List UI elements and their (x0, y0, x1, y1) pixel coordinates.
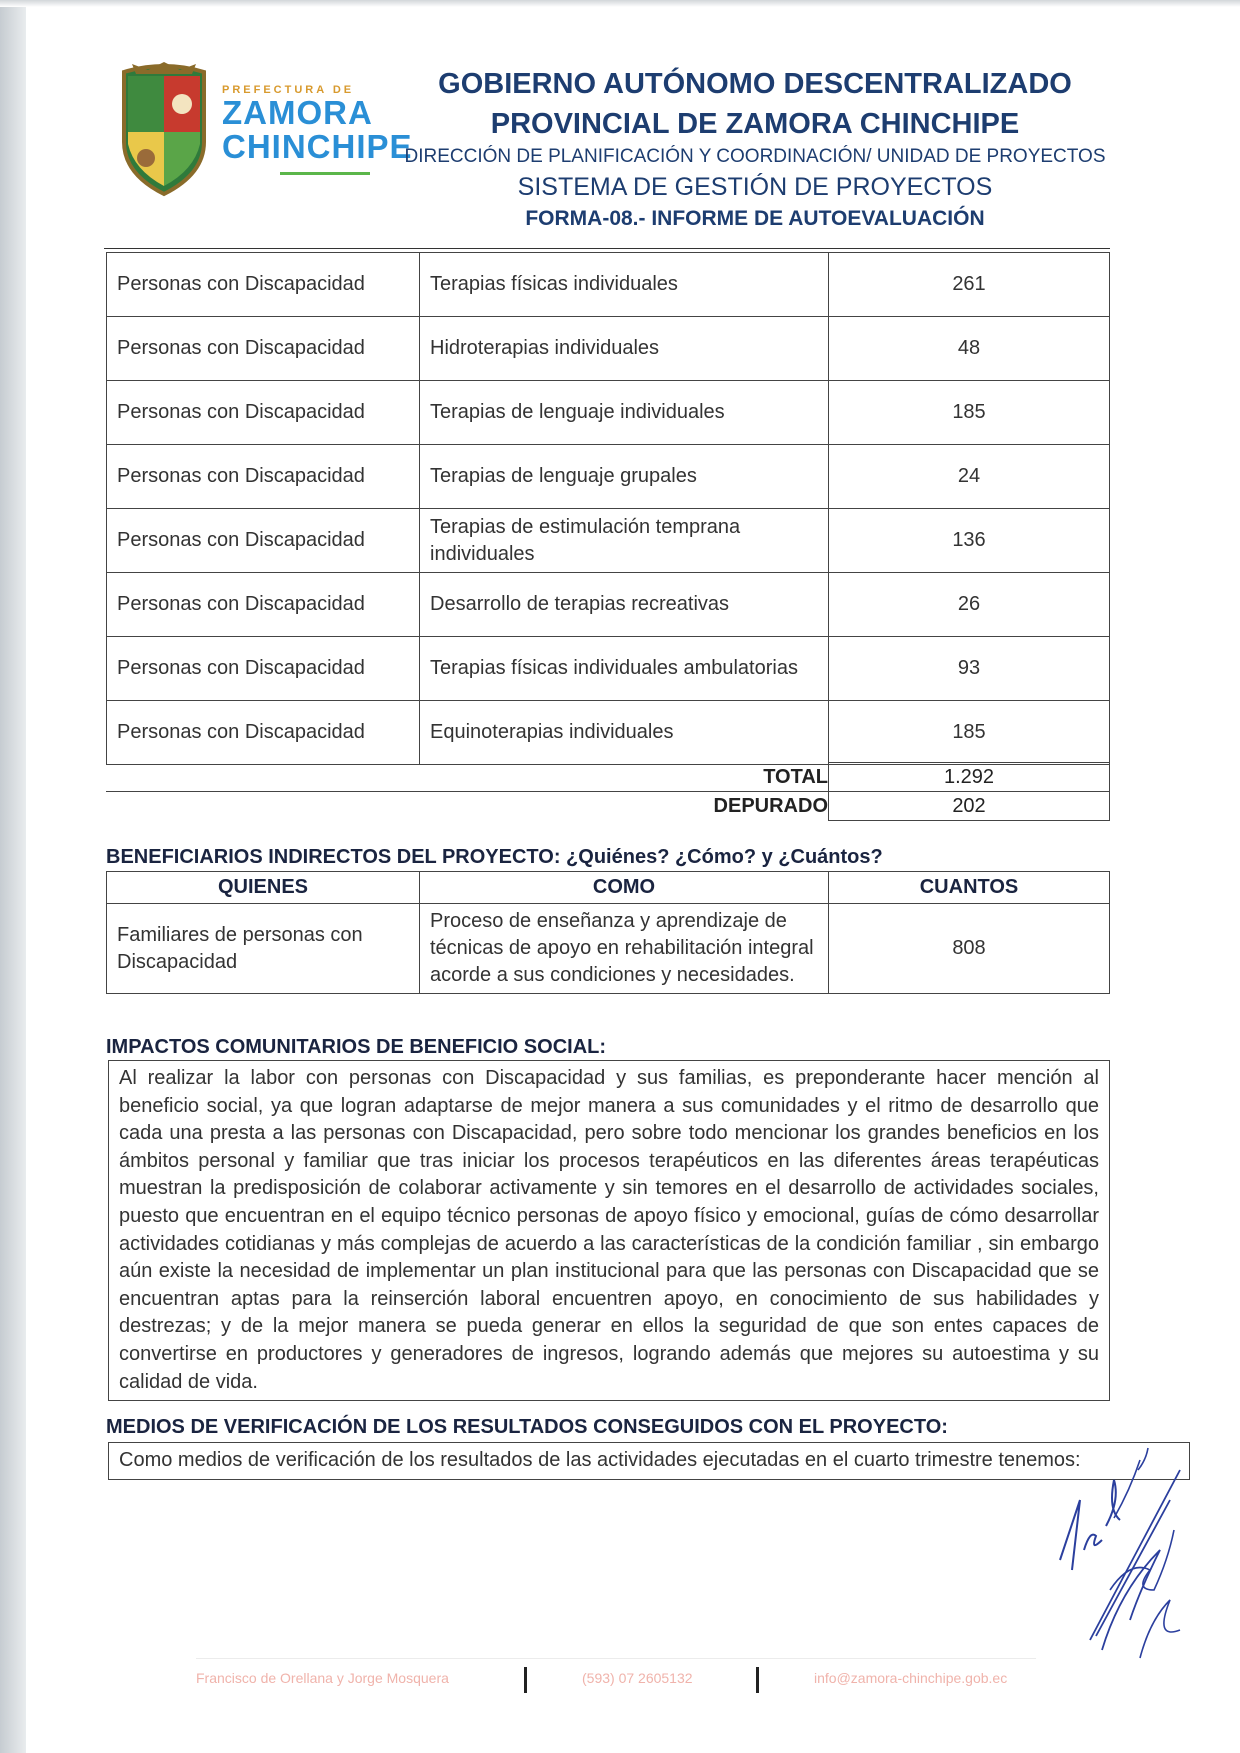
table-row (107, 381, 1110, 445)
count-cell: 136 (829, 509, 1110, 573)
header-department: DIRECCIÓN DE PLANIFICACIÓN Y COORDINACIÓN/ UNIDAD DE PROYECTOS (404, 146, 1106, 167)
depurado-label: DEPURADO (713, 795, 828, 817)
beneficiary-group-cell: Personas con Discapacidad (107, 509, 420, 573)
total-label: TOTAL (763, 766, 828, 788)
brand-block (222, 84, 412, 175)
footer-separator (756, 1667, 759, 1693)
activity-cell: Terapias de estimulación temprana individuales (420, 509, 829, 573)
table-row (107, 701, 1110, 765)
footer-divider (196, 1658, 1036, 1659)
handwritten-signature (1050, 1440, 1200, 1670)
count-cell: 48 (829, 317, 1110, 381)
count-cell: 261 (829, 253, 1110, 317)
table-header-row (107, 872, 1110, 904)
document-header (400, 64, 1110, 234)
total-value: 1.292 (828, 762, 1110, 792)
header-title-line1: GOBIERNO AUTÓNOMO DESCENTRALIZADO (438, 68, 1072, 100)
table-row (107, 253, 1110, 317)
beneficiary-group-cell: Personas con Discapacidad (107, 381, 420, 445)
table-row (107, 637, 1110, 701)
how-many-cell: 808 (829, 904, 1110, 994)
footer-email: info@zamora-chinchipe.gob.ec (814, 1670, 1008, 1686)
column-header-cuantos: CUANTOS (829, 872, 1110, 904)
how-cell: Proceso de enseñanza y aprendizaje de técnicas de apoyo en rehabilitación integral acorde a sus condiciones y necesidades. (420, 904, 829, 994)
activity-cell: Hidroterapias individuales (420, 317, 829, 381)
indirect-beneficiaries-title: BENEFICIARIOS INDIRECTOS DEL PROYECTO: ¿Quiénes? ¿Cómo? y ¿Cuántos? (106, 846, 883, 868)
count-cell: 93 (829, 637, 1110, 701)
impacts-text: Al realizar la labor con personas con Discapacidad y sus familias, es preponderante hacer mención al beneficio social, ya que logran adaptarse de mejor manera a sus comunidades y el ritmo de desarrollo que cada una presta a las personas con Discapacidad, pero sobre todo mencionar los grandes beneficios en los ámbitos personal y familiar que tras iniciar los procesos terapéuticos en las diferentes áreas terapéuticas muestran la predisposición de colaborar activamente y sin temores en el desarrollo de actividades sociales, puesto que encuentran en el equipo técnico personas de apoyo físico y emocional, guías de cómo desarrollar actividades cotidianas y más complejas de acuerdo a las características de la condición familiar , sin embargo aún existe la necesidad de implementar un plan institucional para que las personas con Discapacidad que se encuentran aptas para la reinserción laboral encuentren apoyo, en conocimiento de sus habilidades y destrezas; y de la mejor manera se pueda generar en ellos la seguridad de que son entes capaces de convertirse en productores y generadores de ingresos, logrando además que mejores su autoestima y su calidad de vida. (108, 1060, 1110, 1401)
column-header-como: COMO (420, 872, 829, 904)
indirect-beneficiaries-table (106, 871, 1110, 994)
brand-zamora: ZAMORA (222, 94, 373, 131)
count-cell: 185 (829, 701, 1110, 765)
table-row (107, 904, 1110, 994)
footer-separator (524, 1667, 527, 1693)
impacts-title: IMPACTOS COMUNITARIOS DE BENEFICIO SOCIAL: (106, 1036, 607, 1058)
results-table (106, 252, 1110, 765)
count-cell: 185 (829, 381, 1110, 445)
beneficiary-group-cell: Personas con Discapacidad (107, 445, 420, 509)
beneficiary-group-cell: Personas con Discapacidad (107, 317, 420, 381)
column-header-quienes: QUIENES (107, 872, 420, 904)
beneficiary-group-cell: Personas con Discapacidad (107, 253, 420, 317)
brand-chinchipe: CHINCHIPE (222, 128, 413, 165)
scan-shadow-left (0, 0, 26, 1753)
header-title-line2: PROVINCIAL DE ZAMORA CHINCHIPE (490, 108, 1020, 140)
scan-shadow-top (0, 0, 1240, 7)
brand-prefix: PREFECTURA DE (222, 84, 355, 96)
footer-phone: (593) 07 2605132 (582, 1670, 693, 1686)
table-row (107, 509, 1110, 573)
footer-address: Francisco de Orellana y Jorge Mosquera (196, 1670, 449, 1686)
header-form-title: FORMA-08.- INFORME DE AUTOEVALUACIÓN (525, 207, 985, 230)
prefecture-shield-logo (112, 62, 216, 200)
total-divider (106, 791, 828, 792)
activity-cell: Desarrollo de terapias recreativas (420, 573, 829, 637)
activity-cell: Terapias físicas individuales ambulatorias (420, 637, 829, 701)
beneficiary-group-cell: Personas con Discapacidad (107, 701, 420, 765)
count-cell: 26 (829, 573, 1110, 637)
verification-text: Como medios de verificación de los resultados de las actividades ejecutadas en el cuarto trimestre tenemos: (108, 1442, 1190, 1480)
depurado-value: 202 (828, 791, 1110, 821)
table-row (107, 573, 1110, 637)
beneficiary-group-cell: Personas con Discapacidad (107, 573, 420, 637)
table-row (107, 445, 1110, 509)
activity-cell: Terapias físicas individuales (420, 253, 829, 317)
beneficiary-group-cell: Personas con Discapacidad (107, 637, 420, 701)
header-divider (104, 248, 1110, 249)
activity-cell: Terapias de lenguaje grupales (420, 445, 829, 509)
who-cell: Familiares de personas con Discapacidad (107, 904, 420, 994)
table-row (107, 317, 1110, 381)
verification-title: MEDIOS DE VERIFICACIÓN DE LOS RESULTADOS CONSEGUIDOS CON EL PROYECTO: (106, 1416, 948, 1438)
brand-underline (280, 172, 370, 175)
activity-cell: Terapias de lenguaje individuales (420, 381, 829, 445)
activity-cell: Equinoterapias individuales (420, 701, 829, 765)
header-system: SISTEMA DE GESTIÓN DE PROYECTOS (517, 173, 993, 201)
count-cell: 24 (829, 445, 1110, 509)
